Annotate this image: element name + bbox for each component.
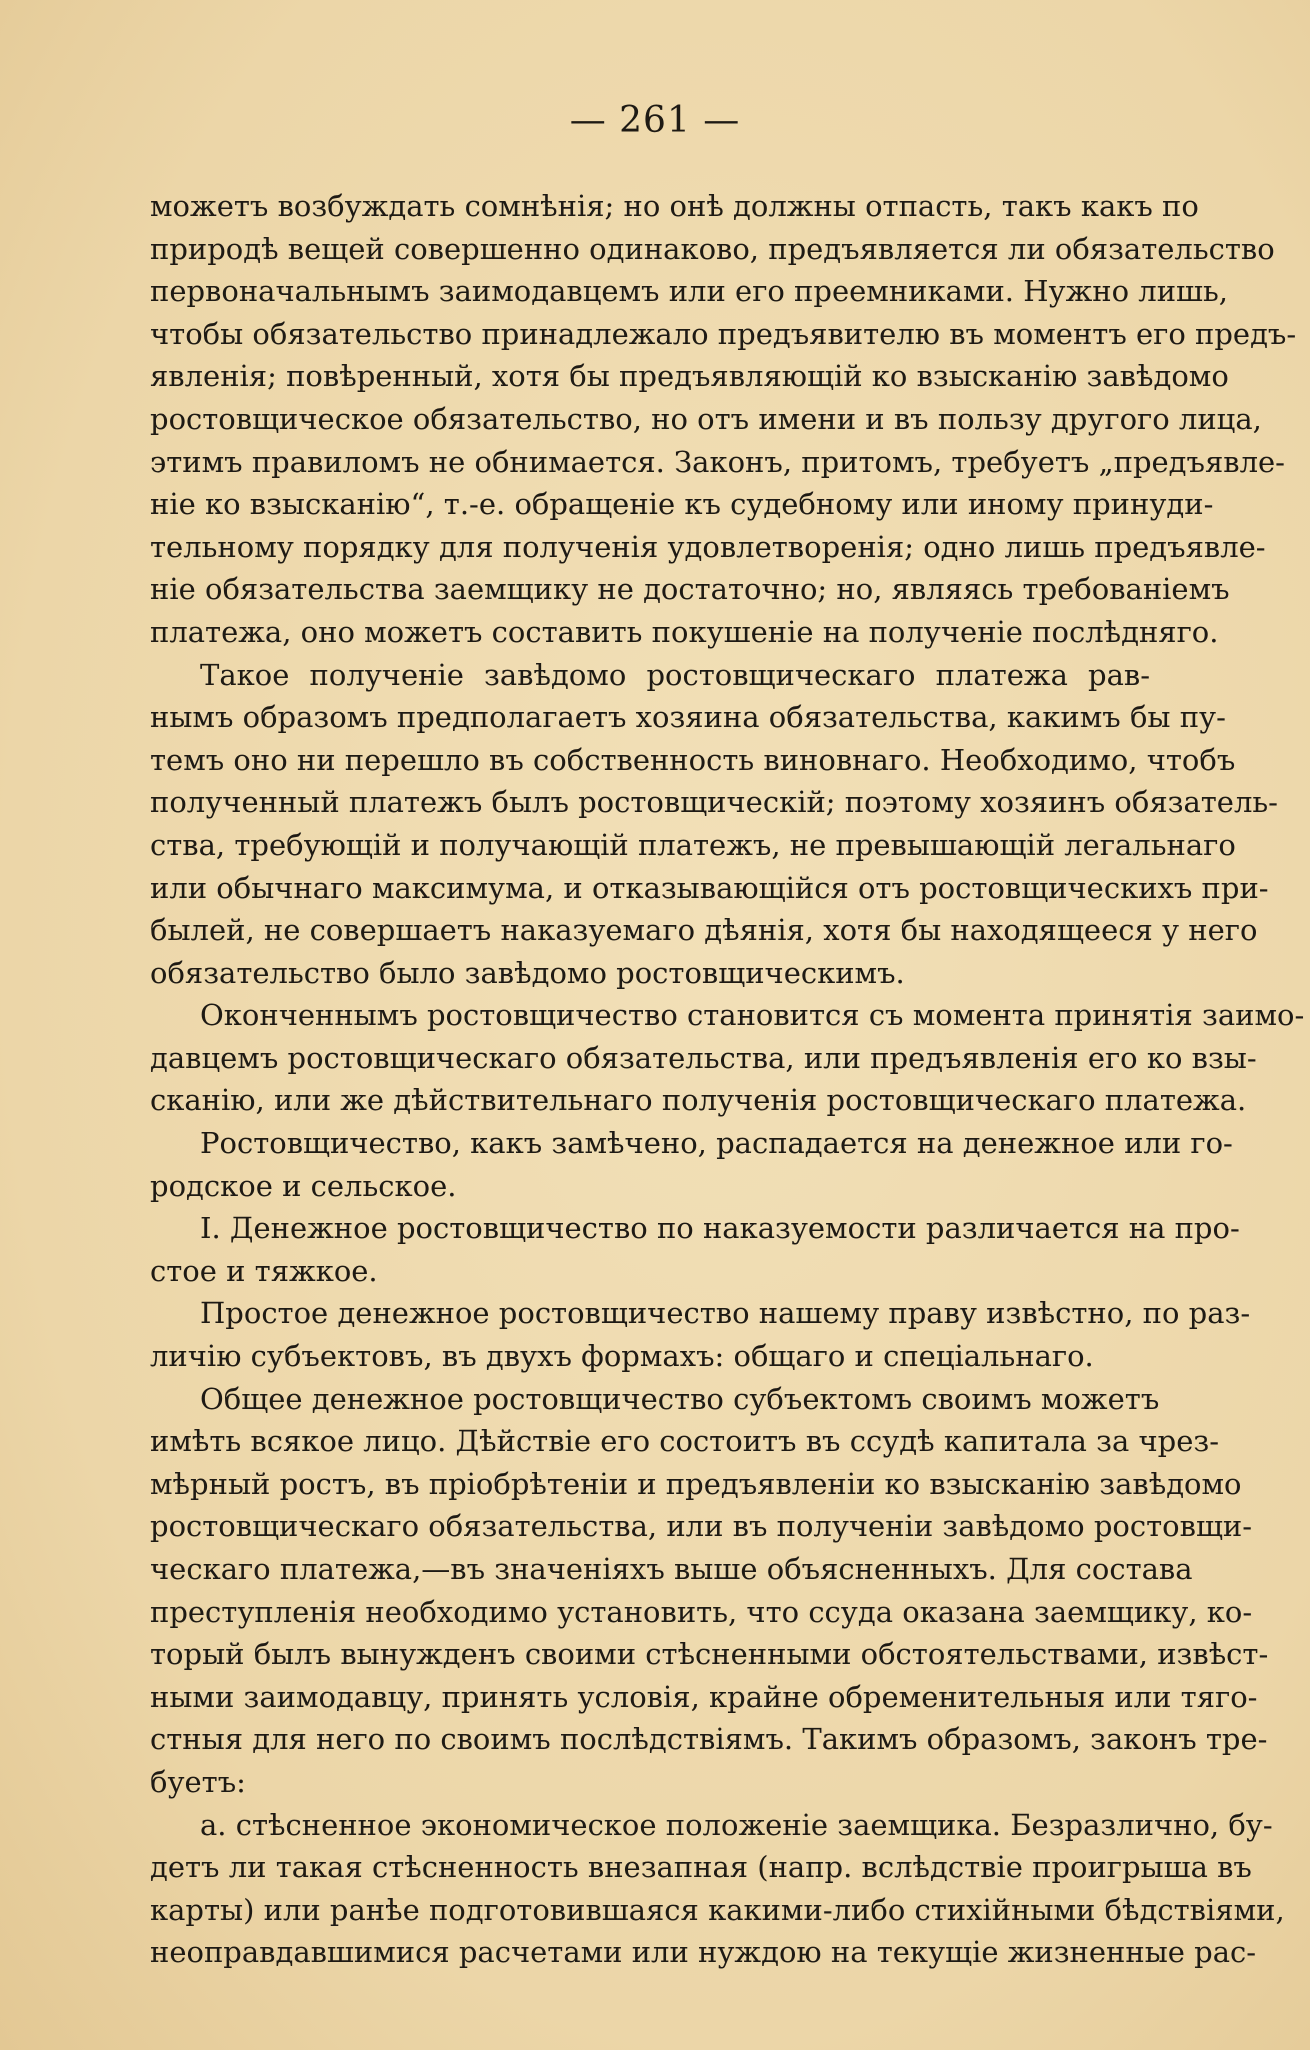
text-line: платежа, оно можетъ составить покушеніе на полученіе послѣдняго. <box>150 614 1219 649</box>
text-line: темъ оно ни перешло въ собственность виновнаго. Необходимо, чтобъ <box>150 742 1236 777</box>
text-line: нымъ образомъ предполагаетъ хозяина обязательства, какимъ бы пу- <box>150 700 1226 735</box>
text-line: ростовщическаго обязательства, или въ полученіи завѣдомо ростовщи- <box>150 1509 1253 1544</box>
text-line: Простое денежное ростовщичество нашему праву извѣстно, по раз- <box>200 1296 1251 1331</box>
text-line: природѣ вещей совершенно одинаково, предъявляется ли обязательство <box>150 231 1275 266</box>
text-line: имѣть всякое лицо. Дѣйствіе его состоитъ въ ссудѣ капитала за чрез- <box>150 1424 1220 1459</box>
text-line: можетъ возбуждать сомнѣнія; но онѣ должны отпасть, такъ какъ по <box>150 189 1199 223</box>
text-line: былей, не совершаетъ наказуемаго дѣянія, хотя бы находящееся у него <box>150 913 1258 948</box>
text-line: явленія; повѣренный, хотя бы предъявляющій ко взысканію завѣдомо <box>150 359 1229 394</box>
text-line: мѣрный ростъ, въ пріобрѣтеніи и предъявленіи ко взысканію завѣдомо <box>150 1466 1242 1501</box>
text-line: I. Денежное ростовщичество по наказуемости различается на про- <box>200 1211 1240 1246</box>
text-line: преступленія необходимо установить, что ссуда оказана заемщику, ко- <box>150 1594 1253 1629</box>
text-line: неоправдавшимися расчетами или нуждою на текущіе жизненные рас- <box>150 1935 1257 1970</box>
text-line: или обычнаго максимума, и отказывающійся отъ ростовщическихъ при- <box>150 870 1269 905</box>
text-line: Ростовщичество, какъ замѣчено, распадается на денежное или го- <box>200 1126 1233 1161</box>
text-line: тельному порядку для полученія удовлетворенія; одно лишь предъявле- <box>150 529 1266 564</box>
text-line: ніе ко взысканію“, т.-е. обращеніе къ судебному или иному принуди- <box>150 487 1214 522</box>
text-line: ростовщическое обязательство, но отъ имени и въ пользу другого лица, <box>150 401 1262 436</box>
body-text <box>150 185 1305 1974</box>
text-line: ства, требующій и получающій платежъ, не превышающій легальнаго <box>150 827 1236 862</box>
text-line: карты) или ранѣе подготовившаяся какими-либо стихійными бѣдствіями, <box>150 1892 1285 1927</box>
text-line: обязательство было завѣдомо ростовщическимъ. <box>150 955 905 990</box>
text-line: чтобы обязательство принадлежало предъявителю въ моментъ его предъ- <box>150 316 1297 351</box>
text-line: ными заимодавцу, принять условія, крайне обременительныя или тяго- <box>150 1679 1258 1714</box>
text-line: стое и тяжкое. <box>150 1253 378 1288</box>
text-line: Такое полученіе завѣдомо ростовщическаго платежа рав- <box>200 657 1150 692</box>
text-line: родское и сельское. <box>150 1168 457 1203</box>
text-line: а. стѣсненное экономическое положеніе заемщика. Безразлично, бу- <box>200 1807 1273 1842</box>
text-line: этимъ правиломъ не обнимается. Законъ, притомъ, требуетъ „предъявле- <box>150 444 1285 479</box>
page-number: — 261 — <box>569 100 741 141</box>
text-line: торый былъ вынужденъ своими стѣсненными обстоятельствами, извѣст- <box>150 1637 1269 1672</box>
text-line: детъ ли такая стѣсненность внезапная (напр. вслѣдствіе проигрыша въ <box>150 1850 1252 1885</box>
text-line: стныя для него по своимъ послѣдствіямъ. Такимъ образомъ, законъ тре- <box>150 1722 1268 1757</box>
text-line: сканію, или же дѣйствительнаго полученія ростовщическаго платежа. <box>150 1083 1247 1118</box>
text-line: Оконченнымъ ростовщичество становится съ момента принятія заимо- <box>200 998 1305 1033</box>
text-line: Общее денежное ростовщичество субъектомъ своимъ можетъ <box>200 1381 1160 1416</box>
text-line: полученный платежъ былъ ростовщическій; поэтому хозяинъ обязатель- <box>150 785 1278 820</box>
text-line: личію субъектовъ, въ двухъ формахъ: общаго и спеціальнаго. <box>150 1339 1094 1374</box>
text-line: ніе обязательства заемщику не достаточно; но, являясь требованіемъ <box>150 572 1230 607</box>
text-line: первоначальнымъ заимодавцемъ или его преемниками. Нужно лишь, <box>150 274 1228 309</box>
text-line: давцемъ ростовщическаго обязательства, или предъявленія его ко взы- <box>150 1040 1257 1075</box>
text-line: буетъ: <box>150 1764 246 1799</box>
text-line: ческаго платежа,—въ значеніяхъ выше объясненныхъ. Для состава <box>150 1552 1193 1586</box>
